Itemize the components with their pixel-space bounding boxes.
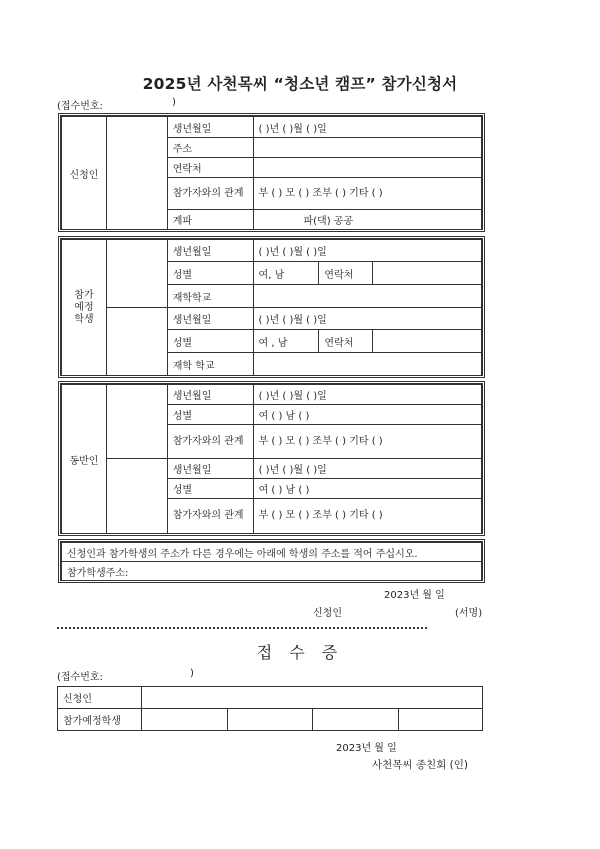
participant-2-gender-field[interactable]: 여 , 남 (253, 330, 319, 353)
participant-2-contact-label: 연락처 (319, 330, 373, 353)
applicant-contact-field[interactable] (253, 158, 482, 178)
applicant-photo-cell (106, 117, 167, 230)
signer-label: 신청인 (313, 608, 342, 619)
companion-2-gender-field[interactable]: 여 ( ) 남 ( ) (253, 479, 481, 499)
companion-1-relation-field[interactable]: 부 ( ) 모 ( ) 조부 ( ) 기타 ( ) (253, 425, 481, 459)
companion-2-birth-label: 생년월일 (167, 459, 253, 479)
applicant-section-label: 신청인 (62, 117, 107, 230)
receipt-student-field-4[interactable] (399, 709, 483, 731)
participant-2-school-label: 재학 학교 (167, 353, 253, 376)
applicant-table (61, 116, 482, 230)
participant-1-gender-field[interactable]: 여, 남 (253, 262, 319, 285)
companion-2-birth-field[interactable]: ( )년 ( )월 ( )일 (253, 459, 481, 479)
receipt-title: 접 수 증 (256, 643, 344, 662)
companion-1-gender-label: 성별 (167, 405, 253, 425)
participant-2-gender-label: 성별 (167, 330, 253, 353)
receipt-slip-number-close: ) (190, 668, 194, 679)
receipt-date: 2023년 월 일 (336, 743, 397, 754)
receipt-number-close: ) (172, 97, 176, 108)
receipt-student-field-1[interactable] (141, 709, 227, 731)
applicant-relation-field[interactable]: 부 ( ) 모 ( ) 조부 ( ) 기타 ( ) (253, 178, 482, 210)
participants-table (61, 239, 482, 376)
participant-1-school-field[interactable] (253, 285, 481, 308)
receipt-student-field-2[interactable] (227, 709, 313, 731)
participant-1-photo-cell (106, 240, 167, 308)
receipt-applicant-label: 신청인 (58, 687, 142, 709)
companion-2-gender-label: 성별 (167, 479, 253, 499)
participant-1-birth-field[interactable]: ( )년 ( )월 ( )일 (253, 240, 481, 262)
participant-1-school-label: 재학학교 (167, 285, 253, 308)
participant-2-school-field[interactable] (253, 353, 481, 376)
companion-2-photo-cell (106, 459, 167, 534)
receipt-slip-number-label: (접수번호: (57, 672, 103, 683)
receipt-student-field-3[interactable] (313, 709, 399, 731)
companion-2-relation-field[interactable]: 부 ( ) 모 ( ) 조부 ( ) 기타 ( ) (253, 499, 481, 534)
companions-table (61, 384, 482, 534)
participant-2-contact-field[interactable] (373, 330, 482, 353)
participant-1-gender-label: 성별 (167, 262, 253, 285)
applicant-lineage-field[interactable]: 파(댁) 공공 (253, 210, 482, 230)
companion-1-birth-field[interactable]: ( )년 ( )월 ( )일 (253, 385, 481, 405)
applicant-address-field[interactable] (253, 138, 482, 158)
receipt-table (57, 686, 483, 731)
participant-1-contact-field[interactable] (373, 262, 482, 285)
receipt-applicant-field[interactable] (141, 687, 482, 709)
student-address-field[interactable]: 참가학생주소: (62, 562, 482, 581)
address-note: 신청인과 참가학생의 주소가 다른 경우에는 아래에 학생의 주소를 적어 주십시오. (62, 543, 482, 562)
receipt-number-label: (접수번호: (57, 101, 103, 112)
address-note-table (61, 542, 482, 581)
participants-section-label: 참가 예정 학생 (62, 240, 107, 376)
companion-1-gender-field[interactable]: 여 ( ) 남 ( ) (253, 405, 481, 425)
application-date: 2023년 월 일 (384, 590, 445, 601)
companions-section-label: 동반인 (62, 385, 107, 534)
applicant-birth-label: 생년월일 (167, 117, 253, 138)
participant-1-birth-label: 생년월일 (167, 240, 253, 262)
applicant-birth-field[interactable]: ( )년 ( )월 ( )일 (253, 117, 482, 138)
applicant-contact-label: 연락처 (167, 158, 253, 178)
receipt-issuer: 사천목씨 종친회 (인) (372, 759, 469, 771)
applicant-address-label: 주소 (167, 138, 253, 158)
applicant-lineage-label: 계파 (167, 210, 253, 230)
applicant-relation-label: 참가자와의 관계 (167, 178, 253, 210)
companion-2-relation-label: 참가자와의 관계 (167, 499, 253, 534)
cut-line (57, 627, 427, 629)
signature-label: (서명) (455, 608, 483, 619)
participant-2-birth-label: 생년월일 (167, 308, 253, 330)
receipt-student-label: 참가예정학생 (58, 709, 142, 731)
companion-1-relation-label: 참가자와의 관계 (167, 425, 253, 459)
participant-2-birth-field[interactable]: ( )년 ( )월 ( )일 (253, 308, 481, 330)
page-title: 2025년 사천목씨 “청소년 캠프” 참가신청서 (142, 75, 458, 93)
participant-2-photo-cell (106, 308, 167, 376)
participant-1-contact-label: 연락처 (319, 262, 373, 285)
companion-1-photo-cell (106, 385, 167, 459)
companion-1-birth-label: 생년월일 (167, 385, 253, 405)
